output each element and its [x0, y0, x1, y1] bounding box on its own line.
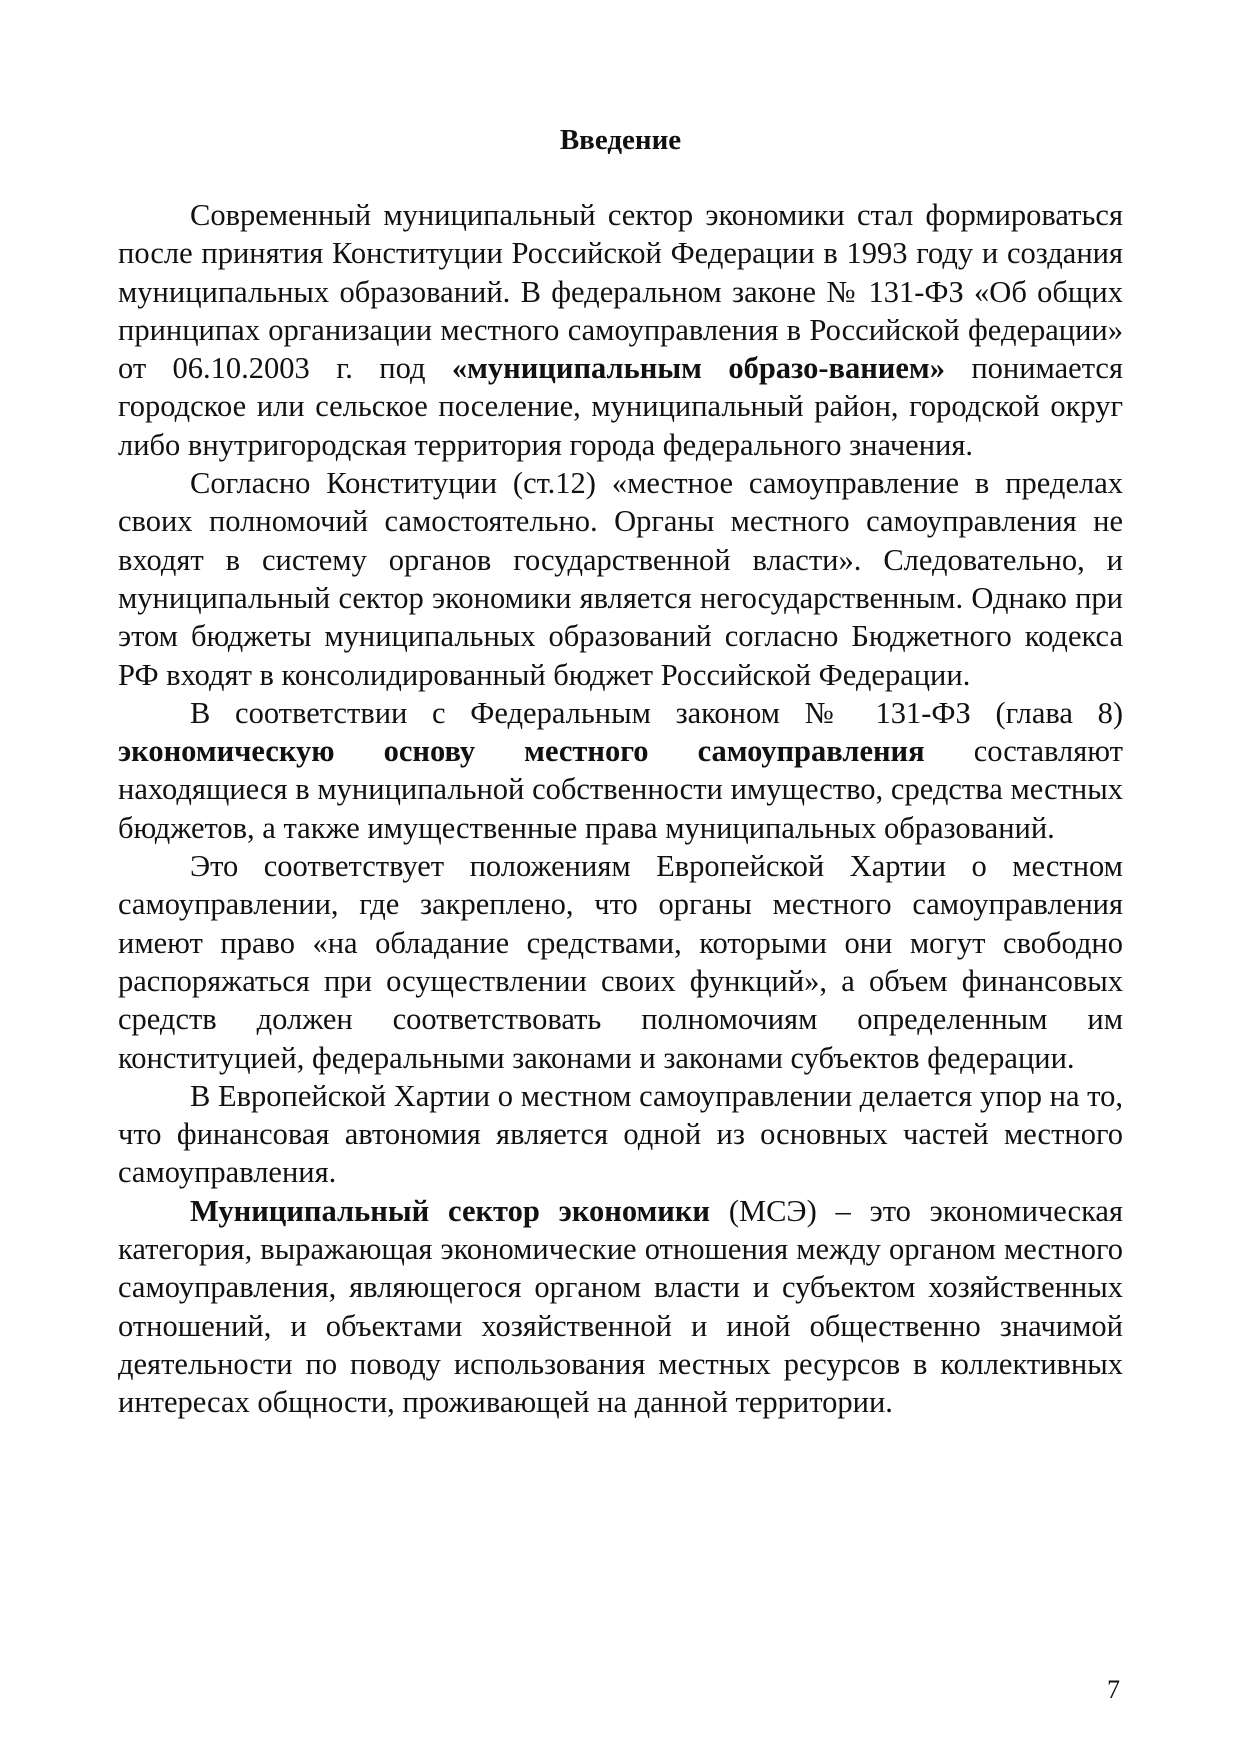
text-segment: В Европейской Хартии о местном самоуправлении делается упор на то, что финансовая автономия является одной из основных частей местного самоуправления. [118, 1078, 1123, 1190]
text-segment: (МСЭ) – это экономическая категория, выражающая экономические отношения между органом местного самоуправления, являющегося органом власти и субъектом хозяйственных отношений, и объектами хозяйственной и иной общественно значимой деятельности по поводу использования местных ресурсов в коллективных интересах общности, проживающей на данной территории. [118, 1193, 1123, 1420]
paragraph-6 [118, 1192, 1123, 1422]
bold-term: экономическую основу местного самоуправления [118, 734, 925, 769]
paragraph-2 [118, 464, 1123, 694]
text-segment: В соответствии с Федеральным законом № 131-ФЗ (глава 8) [190, 695, 1123, 730]
bold-term: Муниципальный сектор экономики [190, 1193, 710, 1228]
text-segment: понимается городское или сельское поселение, муниципальный район, городской округ либо внутригородская территория города федерального значения. [118, 351, 1123, 462]
text-segment: Согласно Конституции (ст.12) «местное самоуправление в пределах своих полномочий самостоятельно. Органы местного самоуправления не входят в систему органов государственной власти». Следовательно, и муниципальный сектор экономики является негосударственным. Однако при этом бюджеты муниципальных образований согласно Бюджетного кодекса РФ входят в консолидированный бюджет Российской Федерации. [118, 466, 1123, 692]
document-page [118, 122, 1123, 1422]
paragraph-5 [118, 1077, 1123, 1192]
text-segment: Современный муниципальный сектор экономики стал формироваться после принятия Конституции Российской Федерации в 1993 году и создания муниципальных образований. В федеральном законе № 131-ФЗ «Об общих принципах организации местного самоуправления в Российской федерации» от 06.10.2003 г. под [118, 198, 1123, 386]
paragraph-4 [118, 847, 1123, 1077]
section-title: Введение [559, 124, 682, 156]
bold-term: «муниципальным образо-ванием» [451, 351, 945, 386]
paragraph-3 [118, 694, 1123, 847]
text-segment: составляют находящиеся в муниципальной собственности имущество, средства местных бюджетов, а также имущественные права муниципальных образований. [118, 734, 1123, 845]
text-segment: Это соответствует положениям Европейской Хартии о местном самоуправлении, где закреплено, что органы местного самоуправления имеют право «на обладание средствами, которыми они могут свободно распоряжаться при осуществлении своих функций», а объем финансовых средств должен соответствовать полномочиям определенным им конституцией, федеральными законами и законами субъектов федерации. [118, 849, 1123, 1075]
paragraph-1 [118, 196, 1123, 464]
page-number: 7 [1107, 1675, 1120, 1704]
